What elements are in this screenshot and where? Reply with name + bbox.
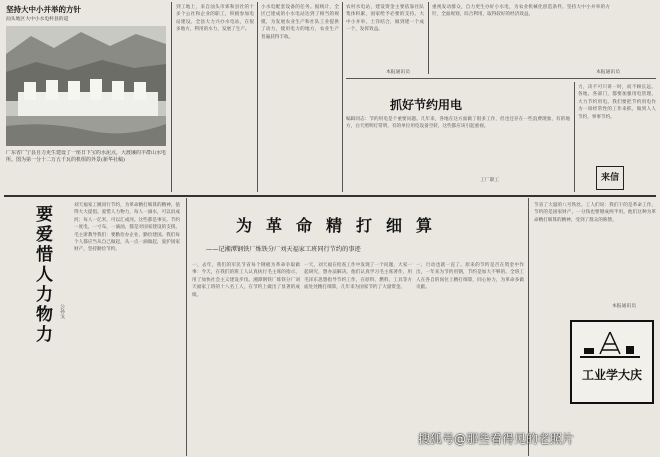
top-byline-2: 本报通讯员 [596,70,620,75]
dam-photo [6,26,166,146]
oil-derrick-icon [580,330,640,356]
main-byline: 本报通讯员 [612,304,636,309]
main-col-4: 节省了大量的八号铁丝。工人们说：我们干的是革命工作，节约的是国家财产，一分钱也要掰成两半用。他们这种为革命精打细算的精神，受到了群众的称赞。 [534,203,656,223]
save-electricity-reply: 力，决不可只讲一时，而不顾长远。各地、各部门，都要加强用电管理，大力节约用电。我们要把节约用电作为一项经常性的工作来抓，做到人人节约，事事节约。 [578,85,656,120]
daqing-badge-label: 工业学大庆 [581,368,642,382]
photo-caption: 广东省广宁县自力更生建设了一座日下宝的水泥点，大渡廉的羊群山水电所。图为第一分十二万五千瓦的机组的外景(新华社稿) [6,150,166,163]
save-electricity-headline: 抓好节约用电 [390,98,463,112]
dam-photo-illustration [6,26,166,146]
top-column-2: 小水电配套设备的任务。据统计，全区已建成的小水电站达到了相当的规模，为发展农业生产和社队工业提供了动力，使用电力的地方，农业生产普遍获得丰收。 [261,5,339,40]
side-essay-title: 要爱惜人力物力 [32,205,52,345]
letters-badge-label: 来信 [600,173,619,183]
side-essay-author: 公孙戈 [59,304,64,319]
side-essay-body: 刘天福家工姚同行节约，为革命精打细算的精神，值得大大提倡。爱惜人力物力，每人一滴水，可以涓成河；每人一亿米，可以汇成河。这些都是事实。节约一度电，一寸布，一滴油，都是对国家建设的支援。毛主席教导我们：要勤俭办企业，勤俭建国。我们每个人都应当从自己做起，从一点一滴做起，爱护国家财产，坚持勤俭节约。 [74,203,180,253]
top-column-3: 农村水电站，建设资金主要依靠社队集体积累，国家给予必要的支持。大中小并举，土洋结合，做到建一个成一个，发挥效益。 [346,5,424,33]
photo-title: 汕头地区大中小水电杯县的道 [6,17,69,22]
main-subhead: ——记湘潭钢铁厂炼铁分厂刘天福家工班同行节约的事迹 [206,246,361,253]
main-col-2: 一天，刘天福在检查工作中发现了一个问题，大家一起研究，想办法解决。他们认真学习毛主席著作，用毛泽东思想指导节约工作，在原料、燃料、工具等方面处处精打细算，几年来为国家节约了大量资金。 [304,263,412,291]
save-electricity-writer: 工厂职工 [480,178,500,183]
daqing-badge [570,320,654,404]
main-col-1: 一、去年，我们的军民节省每个钢板为革命争取做事：今天，在我们的班工人认真执行毛主席的指示，用了加快社会主义建设步伐。湘潭钢铁厂炼铁分厂刘天福家工班的十八名工人，在节约上做出了显著的成绩。 [192,263,300,298]
top-byline-1: 本报通讯员 [386,70,410,75]
watermark-text: 搜狐号@那些看得见的老照片 [418,432,575,446]
main-col-3: 一，行动也就一直了。原来的节约是否在资金中作出，一年来为节约用钢，节约是加大不够的。全班工人在各自的岗位上精打细算，同心协力，为革命多做贡献。 [416,263,524,291]
top-column-1: 到工地上，来自汕头市郊和县社的十多个公社和企业的职工，积极参加电站建设。全县大力兴办水电站，在很多地方，利用的水力，发展了生产。 [176,5,254,33]
top-left-headline: 坚持大中小并举的方针 [6,5,81,14]
letters-badge [596,166,624,190]
main-headline: 为革命精打细算 [236,216,447,235]
top-column-4: 重视发动群众，自力更生办好小水电，为农业机械化创造条件。坚持大中小并举的方针，全面规划，综合利用，取得较好的经济效益。 [432,5,610,18]
save-electricity-body: 编辑同志：节约用电是个重要问题。几年来，各地在这方面做了很多工作，但也还存在一些浪费现象，有的地方，白天照明灯常明，有的单位用电设备空转，这些都应该引起重视。 [346,117,570,130]
